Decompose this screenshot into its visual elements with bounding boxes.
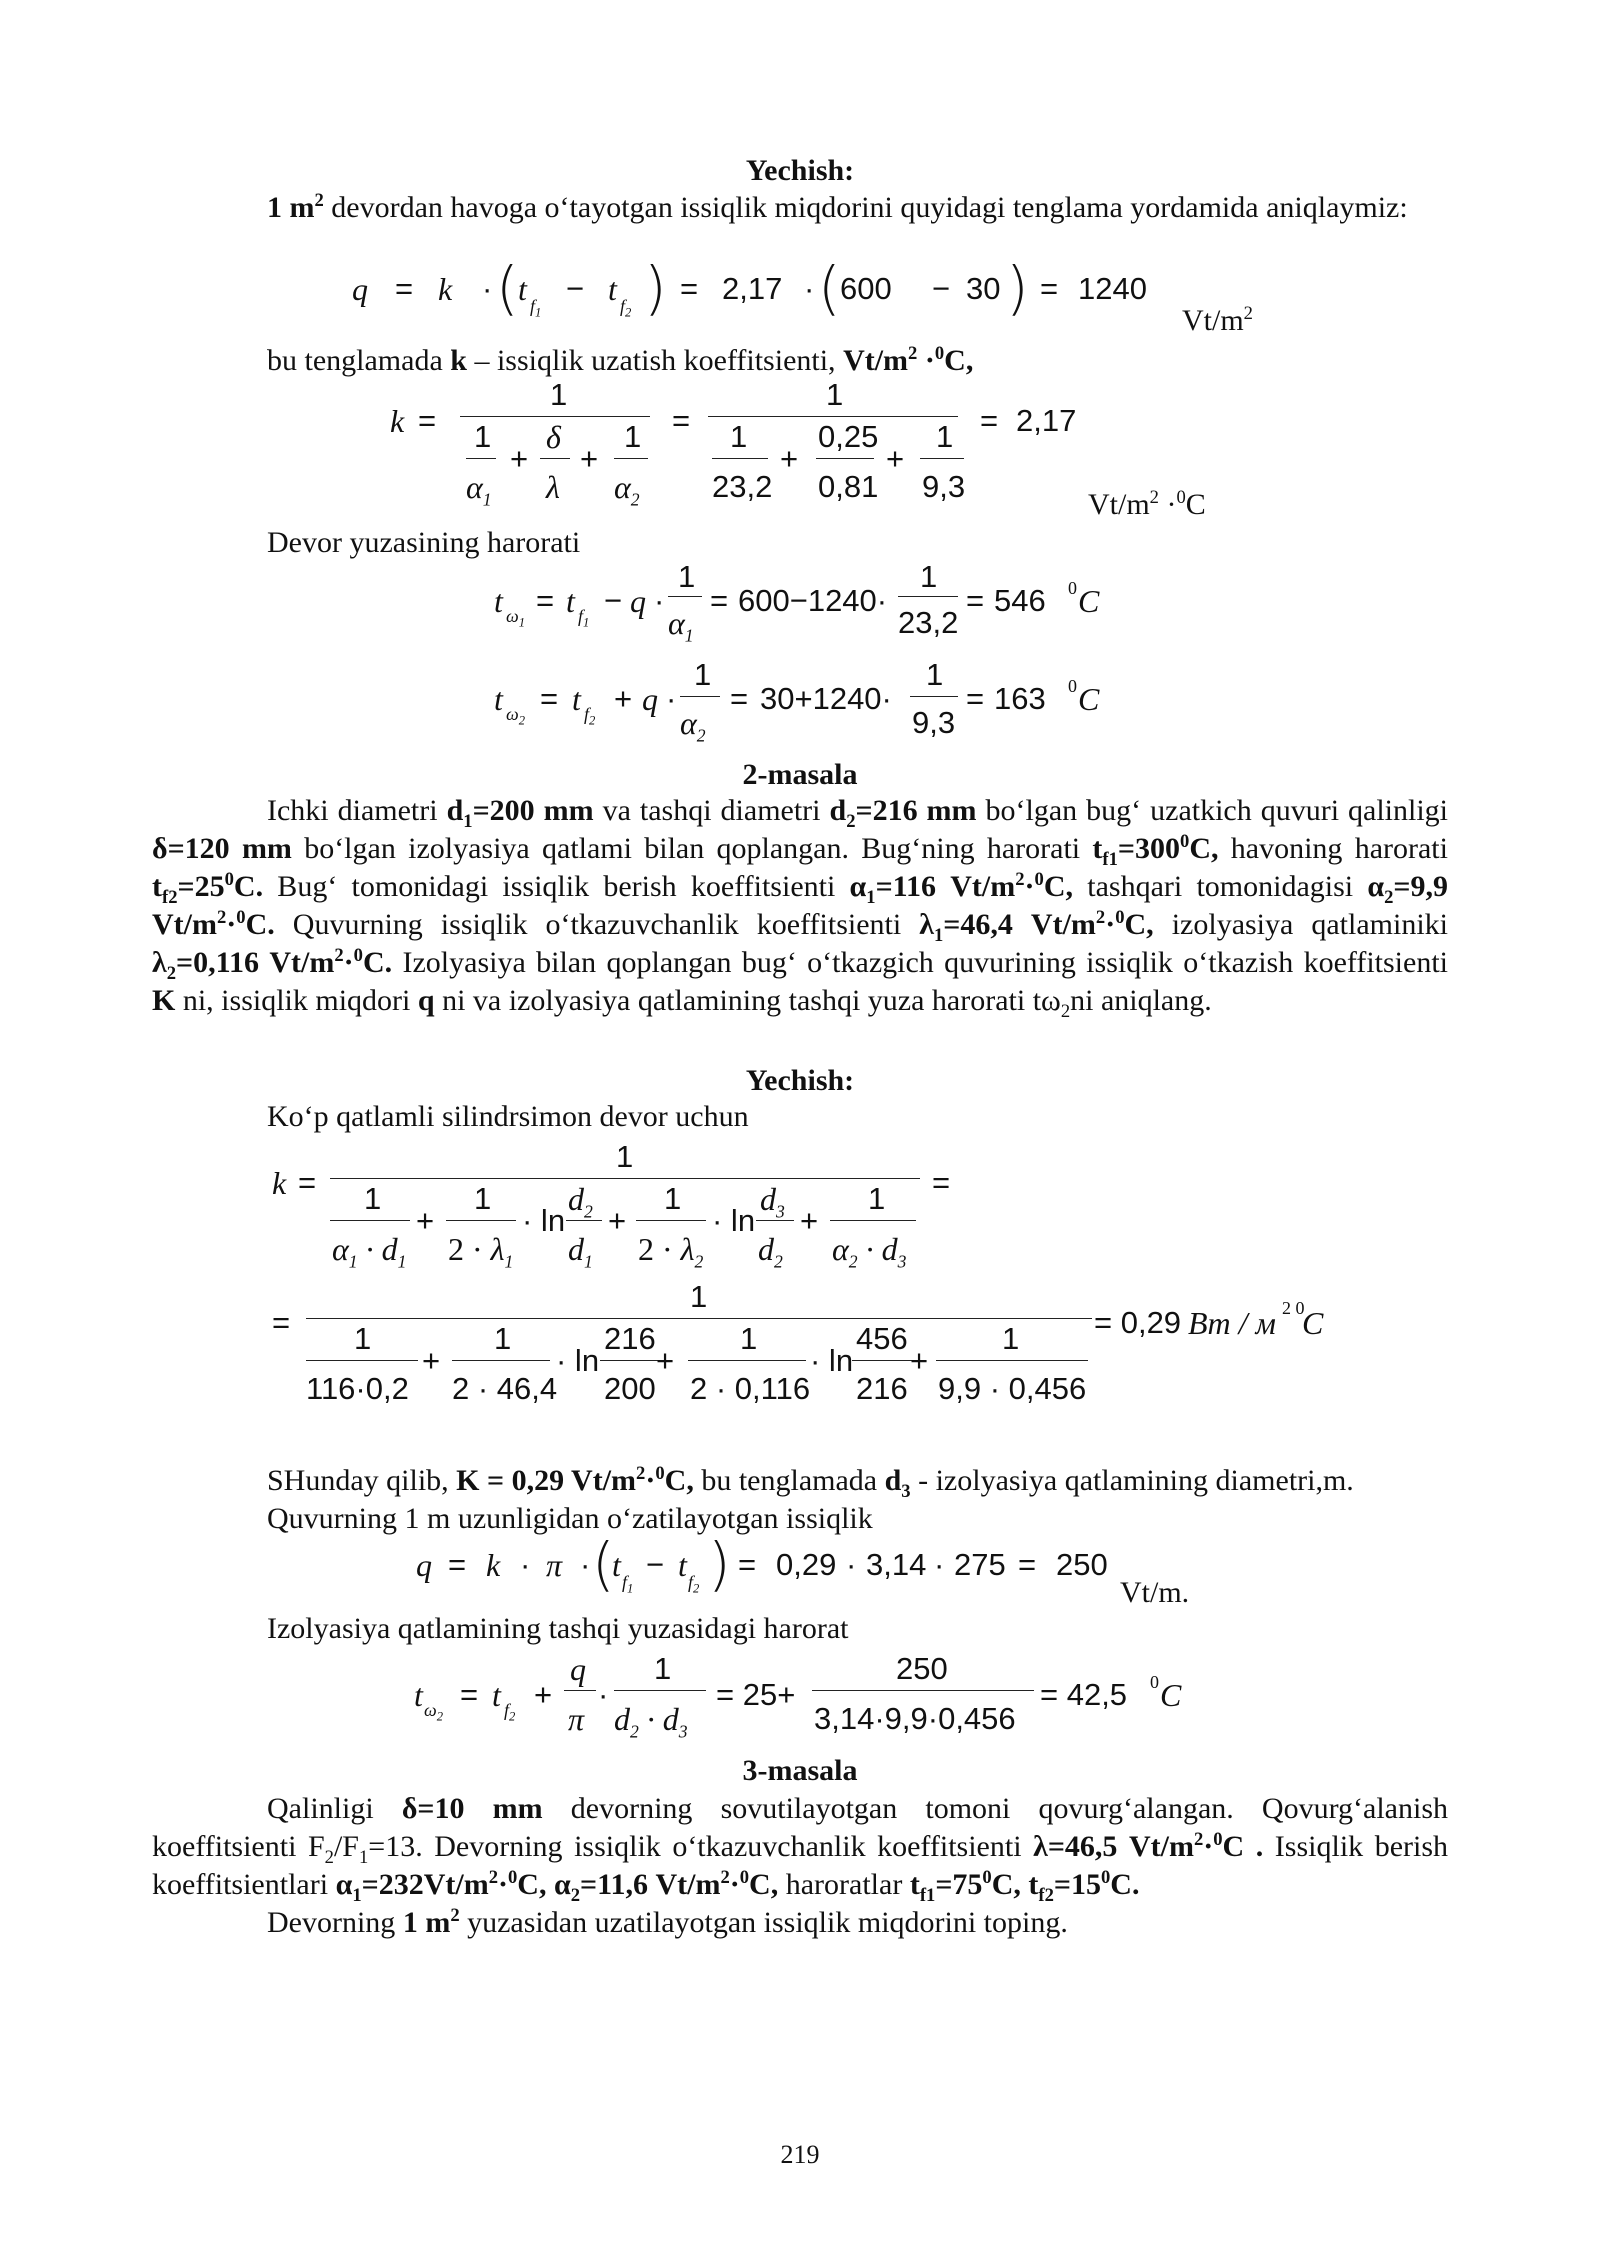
section-heading-problem-2: 2-masala xyxy=(742,758,858,791)
page-number: 219 xyxy=(780,2140,820,2169)
paragraph-k-result: SHunday qilib, K = 0,29 $Vt/m^2\cdot^0C$, bu tenglamada $d_3$ - izolyasiya qatlamining diametri,m. xyxy=(267,1463,1354,1502)
section-heading-problem-3: 3-masala xyxy=(742,1754,858,1787)
paragraph-wall-temp: Devor yuzasining harorati xyxy=(267,526,581,559)
paragraph-intro: 1 $m^2$ devordan havoga o‘tayotgan issiqlik miqdorini quyidagi tenglama yordamida aniqlaymiz: xyxy=(267,190,1408,224)
paragraph-insulation-temp: Izolyasiya qatlamining tashqi yuzasidagi harorat xyxy=(267,1612,849,1645)
section-heading-solution-1: Yechish: xyxy=(745,154,855,187)
paragraph-problem-3-question: Devorning 1 $m^2$ yuzasidan uzatilayotgan issiqlik miqdorini toping. xyxy=(267,1905,1068,1939)
unit-label: $Vt/m^2 \cdot^0C$ xyxy=(1088,487,1206,521)
section-heading-solution-2: Yechish: xyxy=(745,1064,855,1097)
document-page: Yechish: 1 $m^2$ devordan havoga o‘tayotgan issiqlik miqdorini quyidagi tenglama yordamida aniqlaymiz: q = k · ( t $f_1$ − t $f_2$ ) = 2,17 · ( 600 − 30 ) = 1240 $Vt/m^2$ bu tenglamada k – issiqlik uzatish koeffitsienti, $Vt/m^2 \cdot^0C$, k = 1 1 $\alpha_1$ + δ λ + 1 $\alpha_2$ = 1 1 23,2 + 0,25 0,81 + 1 9,3 = 2,17 $Vt/m^2 \cdot^0C$ Devor yuzasining harorati t $\omega_1$ = t $f_1$ − q · 1 $\alpha_1$ = 600−1240· 1 23,2 = 546 0 C t $\omega_2$ = t $f_2$ + q · 1 $\alpha_2$ = 30+1240· 1 9,3 = 163 0 C 2-masala Ichki diametri $d_1=200$ mm va tashqi diametri $d_2=216$ mm bo‘lgan bug‘ uzatkich quvuri qalinligi δ=120 mm bo‘lgan izolyasiya qatlami bilan qoplangan. Bug‘ning harorati $t_{f1}=300^0C$, havoning harorati $t_{f2}=25^0C$. Bug‘ tomonidagi issiqlik berish koeffitsienti $\alpha_1=116$ $Vt/m^2\cdot^0C$, tashqari tomonidagisi $\alpha_2=9,9$ $Vt/m^2\cdot^0C$. Quvurning issiqlik o‘tkazuvchanlik koeffitsienti $\lambda_1=46,4$ $Vt/m^2\cdot^0C$, izolyasiya qatlaminiki $\lambda_2=0,116$ $Vt/m^2\cdot^0C$. Izolyasiya bilan qoplangan bug‘ o‘tkazgich quvurining issiqlik o‘tkazish koeffitsienti K ni, issiqlik miqdori q ni va izolyasiya qatlamining tashqi yuza harorati $t\omega_2ni$ aniqlang. Yechish: Ko‘p qatlamli silindrsimon devor uchun k = 1 1 $\alpha_1 \cdot d_1$ + 1 $2 \cdot \lambda_1$ · ln $d_2$ $d_1$ + 1 $2 \cdot \lambda_2$ · ln $d_3$ $d_2$ + 1 $\alpha_2 \cdot d_3$ = = 1 1 116·0,2 + 1 2 · 46,4 · ln 216 200 + 1 2 · 0,116 · ln 456 216 + 1 9,9 · 0,456 = 0,29 Bm / м 2 0 C SHunday qilib, K = 0,29 $Vt/m^2\cdot^0C$, bu tenglamada $d_3$ - izolyasiya qatlamining diametri,m. Quvurning 1 m uzunligidan o‘zatilayotgan issiqlik q = k · π · ( t $f_1$ − t $f_2$ ) = 0,29 · 3,14 · 275 = 250 Vt/m. Izolyasiya qatlamining tashqi yuzasidagi harorat t $\omega_2$ = t $f_2$ + q π · 1 $d_2 \cdot d_3$ = 25+ 250 3,14·9,9·0,456 = 42,5 0 C 3-masala Qalinligi δ=10 mm devorning sovutilayotgan tomoni qovurg‘alangan. Qovurg‘alanish koeffitsienti $F_2/F_1=13$. Devorning issiqlik o‘tkazuvchanlik koeffitsienti λ=46,5 $Vt/m^2\cdot^0C$ . Issiqlik berish koeffitsientlari $\alpha_1=232Vt/m^2\cdot^0C$, $\alpha_2=11,6$ $Vt/m^2\cdot^0C$, haroratlar $t_{f1}=75^0C$, $t_{f2}=15^0C$. Devorning 1 $m^2$ yuzasidan uzatilayotgan issiqlik miqdorini toping. 219 xyxy=(0,0,1600,2263)
paragraph-problem-2: Ichki diametri $d_1=200$ mm va tashqi diametri $d_2=216$ mm bo‘lgan bug‘ uzatkich quvuri qalinligi δ=120 mm bo‘lgan izolyasiya qatlami bilan qoplangan. Bug‘ning harorati $t_{f1}=300^0C$, havoning harorati $t_{f2}=25^0C$. Bug‘ tomonidagi issiqlik berish koeffitsienti $\alpha_1=116$ $Vt/m^2\cdot^0C$, tashqari tomonidagisi $\alpha_2=9,9$ $Vt/m^2\cdot^0C$. Quvurning issiqlik o‘tkazuvchanlik koeffitsienti $\lambda_1=46,4$ $Vt/m^2\cdot^0C$, izolyasiya qatlaminiki $\lambda_2=0,116$ $Vt/m^2\cdot^0C$. Izolyasiya bilan qoplangan bug‘ o‘tkazgich quvurining issiqlik o‘tkazish koeffitsienti K ni, issiqlik miqdori q ni va izolyasiya qatlamining tashqi yuza harorati $t\omega_2ni$ aniqlang. xyxy=(152,794,1449,1022)
unit-label: $Vt/m^2$ xyxy=(1182,303,1253,337)
paragraph-k-definition: bu tenglamada k – issiqlik uzatish koeffitsienti, $Vt/m^2 \cdot^0C$, xyxy=(267,343,974,377)
paragraph-multilayer: Ko‘p qatlamli silindrsimon devor uchun xyxy=(267,1100,749,1133)
paragraph-pipe-heat: Quvurning 1 m uzunligidan o‘zatilayotgan issiqlik xyxy=(267,1502,873,1535)
unit-label: Vt/m. xyxy=(1120,1576,1190,1609)
paragraph-problem-3: Qalinligi δ=10 mm devorning sovutilayotgan tomoni qovurg‘alangan. Qovurg‘alanish koeffitsienti $F_2/F_1=13$. Devorning issiqlik o‘tkazuvchanlik koeffitsienti λ=46,5 $Vt/m^2\cdot^0C$ . Issiqlik berish koeffitsientlari $\alpha_1=232Vt/m^2\cdot^0C$, $\alpha_2=11,6$ $Vt/m^2\cdot^0C$, haroratlar $t_{f1}=75^0C$, $t_{f2}=15^0C$. xyxy=(152,1792,1449,1906)
